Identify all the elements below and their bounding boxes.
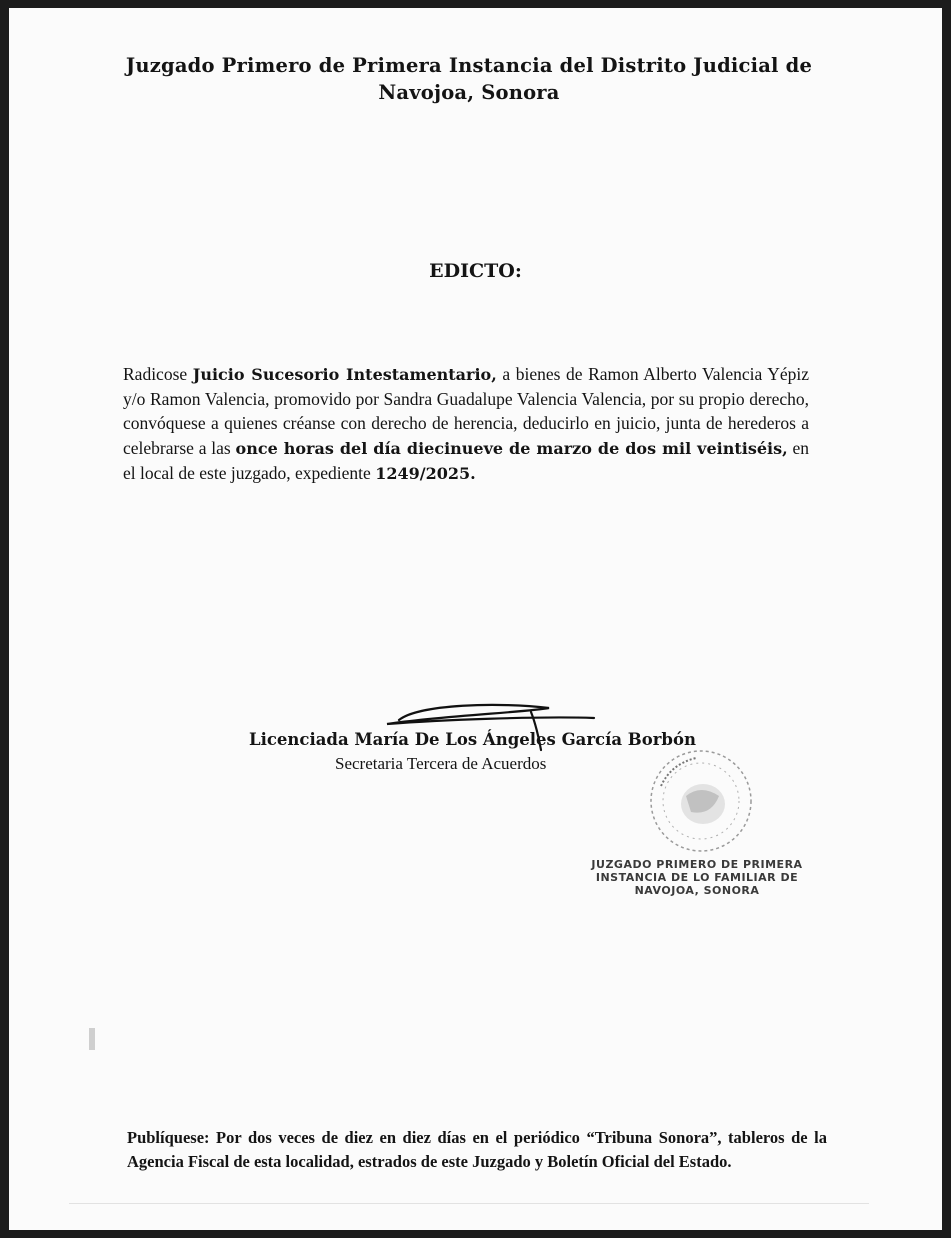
signer-role: Secretaria Tercera de Acuerdos [335, 754, 547, 773]
stamp-line2: INSTANCIA DE LO FAMILIAR DE [595, 871, 799, 884]
scan-artifact [89, 1028, 95, 1050]
body-bold-1: Juicio Sucesorio Intestamentario, [192, 365, 497, 384]
court-heading-line1: Juzgado Primero de Primera Instancia del Distrito Judicial de [125, 54, 813, 77]
court-seal-icon [641, 746, 761, 856]
publication-notice: Publíquese: Por dos veces de diez en diez días en el periódico “Tribuna Sonora”, tableros de la Agencia Fiscal de esta localidad, estrados de este Juzgado y Boletín Oficial del Estado. [127, 1128, 827, 1171]
body-text-2: a bienes de Ramon Alberto Valencia Yépiz y/o Ramon Valencia, promovido por Sandra Guadalupe Valencia Valencia, por su propio derecho, convóquese a quienes créanse con derecho de herencia, deducirlo en juicio, junta de herederos a celebrarse a las [123, 364, 809, 458]
body-text-1: Radicose [123, 364, 193, 384]
court-stamp [587, 858, 807, 897]
court-heading-line2: Navojoa, Sonora [378, 81, 560, 104]
document-page [9, 8, 942, 1230]
stamp-line3: NAVOJOA, SONORA [634, 884, 760, 897]
stamp-line1: JUZGADO PRIMERO DE PRIMERA [591, 858, 803, 871]
body-bold-2: once horas del día diecinueve de marzo de dos mil veintiséis, [235, 438, 788, 458]
body-text-3: en el local de este juzgado, expediente [123, 437, 809, 483]
court-heading [109, 52, 829, 106]
edict-body [123, 362, 809, 486]
handwritten-signature [379, 698, 609, 758]
scan-artifact-line [69, 1203, 869, 1204]
signer-name: Licenciada María De Los Ángeles García Borbón [249, 730, 696, 749]
body-bold-3: 1249/2025. [375, 463, 476, 483]
document-title: EDICTO: [429, 260, 522, 282]
